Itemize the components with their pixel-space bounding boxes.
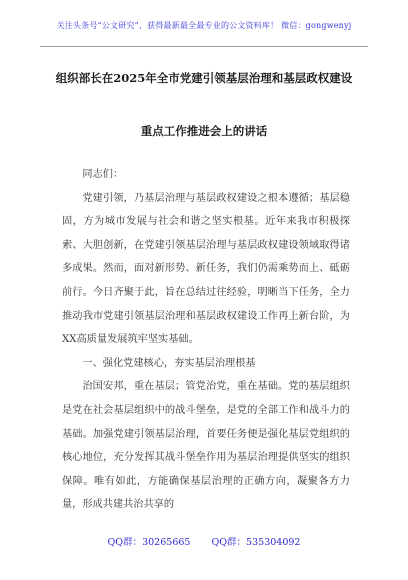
paragraph-intro: 党建引领，乃基层治理与基层政权建设之根本遵循；基层稳固，方为城市发展与社会和谐之坚实根基。近年来我市积极探索、大胆创新，在党建引领基层治理与基层政权建设领域取得诸多成果。然而，面对新形势、新任务，我们仍需乘势而上、砥砺前行。今日齐聚于此，旨在总结过往经验，明晰当下任务，全力推动我市党建引领基层治理和基层政权建设工作再上新台阶，为XX高质量发展筑牢坚实基础。 <box>62 192 350 346</box>
footer-qq-group-2: QQ群：535304092 <box>211 537 301 548</box>
document-title-line2: 重点工作推进会上的讲话 <box>140 124 268 138</box>
header-divider <box>40 46 368 47</box>
salutation: 同志们： <box>82 169 124 180</box>
paragraph-section-1: 治国安邦，重在基层；管党治党，重在基础。党的基层组织是党在社会基层组织中的战斗堡垒，是党的全部工作和战斗力的基础。加强党建引领基层治理，首要任务便是强化基层党组织的核心地位，充分发挥其战斗堡垒作用为基层治理提供坚实的组织保障。唯有如此，方能确保基层治理的正确方向，凝聚各方力量，形成共建共治共享的 <box>62 381 350 511</box>
top-banner: 关注头条号“公文研究”，获得最新最全最专业的公文资料库！ 微信：gongwenyj <box>56 21 352 30</box>
document-body <box>62 163 350 517</box>
footer <box>0 534 408 548</box>
footer-qq-group-1: QQ群：30265665 <box>107 537 191 548</box>
section-heading-1: 一、强化党建核心，夯实基层治理根基 <box>82 357 256 369</box>
document-title-line1: 组织部长在2025年全市党建引领基层治理和基层政权建设 <box>55 71 353 85</box>
